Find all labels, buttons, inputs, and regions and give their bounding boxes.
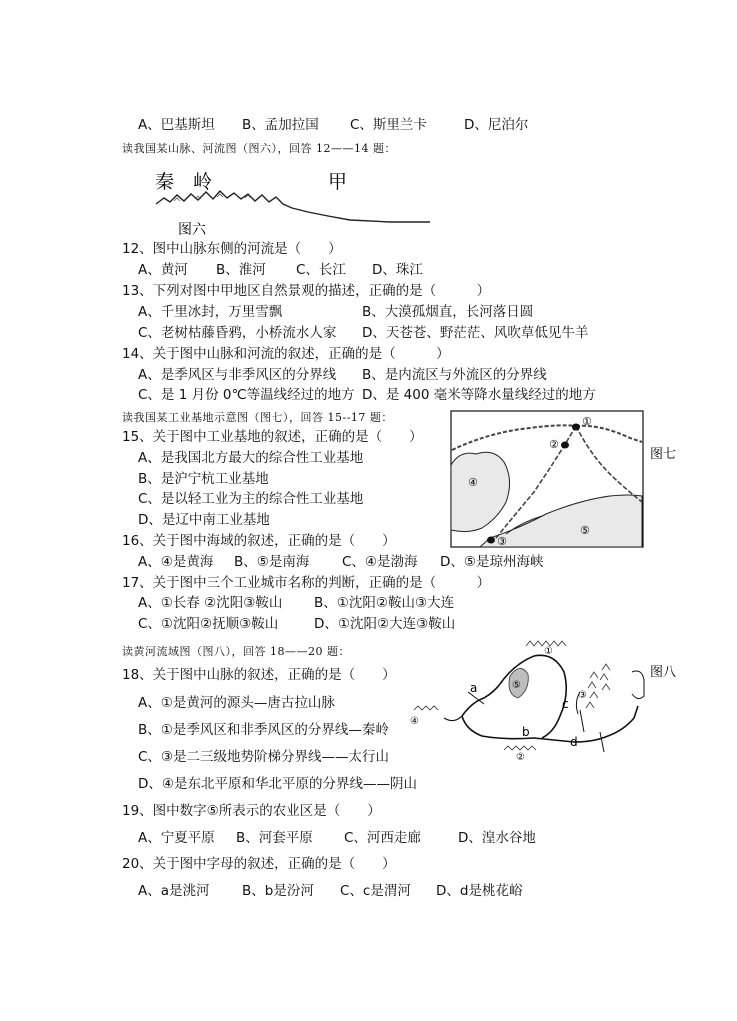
figure-7-industrial-base-map (450, 410, 677, 550)
q11-option-c: C、斯里兰卡 (350, 117, 427, 133)
fig7-label-3: ③ (497, 535, 507, 548)
q17-option-b: B、①沈阳②鞍山③大连 (314, 595, 455, 611)
fig8-river-source (444, 716, 462, 721)
fig7-label-5: ⑤ (580, 524, 590, 537)
fig7-city-3-dot (487, 537, 495, 544)
q17-stem: 17、关于图中三个工业城市名称的判断，正确的是（ ） (122, 575, 491, 591)
fig6-label-jia: 甲 (328, 171, 348, 193)
fig7-label-1: ① (582, 415, 592, 428)
fig8-river-lower (462, 706, 638, 742)
fig7-caption-1: 图七 (650, 447, 677, 462)
figure-6-mountain-river (150, 164, 440, 240)
fig7-railway-east (576, 426, 642, 502)
q19-option-a: A、宁夏平原 (138, 830, 215, 846)
q16-stem: 16、关于图中海域的叙述，正确的是（ ） (122, 533, 396, 549)
q20-option-b: B、b是汾河 (242, 883, 314, 899)
q16-option-a: A、④是黄海 (138, 554, 214, 570)
q16-option-c: C、④是渤海 (342, 554, 418, 570)
q11-option-b: B、孟加拉国 (242, 117, 319, 133)
q17-option-c: C、①沈阳②抚顺③鞍山 (138, 616, 279, 632)
fig7-label-4: ④ (468, 476, 478, 489)
fig8-label-a: a (470, 681, 478, 695)
q13-stem: 13、下列对图中甲地区自然景观的描述，正确的是（ ） (122, 283, 491, 299)
fig8-mountain-2 (504, 746, 536, 750)
q18-option-d: D、④是东北平原和华北平原的分界线——阴山 (138, 776, 417, 792)
fig7-city-1-dot (572, 424, 580, 431)
fig7-city-2-dot (561, 442, 569, 449)
q15-stem: 15、关于图中工业基地的叙述，正确的是（ ） (122, 429, 423, 445)
q13-option-b: B、大漠孤烟直，长河落日圆 (362, 304, 534, 320)
q16-option-b: B、⑤是南海 (234, 554, 310, 570)
q12-option-b: B、淮河 (216, 262, 266, 278)
fig8-coast (632, 671, 644, 699)
q14-option-d: D、是 400 毫米等降水量线经过的地方 (362, 387, 596, 403)
q14-options-row1 (138, 366, 547, 384)
q18-stem: 18、关于图中山脉的叙述，正确的是（ ） (122, 667, 396, 683)
fig6-label-mountain: 秦 岭 (155, 171, 213, 193)
q12-stem: 12、图中山脉东侧的河流是（ ） (122, 241, 342, 257)
q18-option-c: C、③是二三级地势阶梯分界线——太行山 (138, 749, 390, 765)
q15-option-b: B、是沪宁杭工业基地 (138, 471, 269, 487)
fig7-sea-4 (451, 452, 510, 531)
q12-option-a: A、黄河 (138, 262, 188, 278)
q17-options-row1 (138, 594, 454, 612)
q14-options-row2 (138, 386, 596, 404)
fig8-mountain-4 (600, 664, 610, 690)
q20-stem: 20、关于图中字母的叙述，正确的是（ ） (122, 856, 396, 872)
fig8-yellow-river-loop (500, 655, 566, 738)
fig8-mountain-3 (586, 672, 598, 708)
q12-options (138, 261, 423, 279)
fig8-label-b: b (522, 725, 530, 739)
q11-option-d: D、尼泊尔 (464, 117, 529, 133)
fig8-caption-1: 图八 (650, 665, 677, 680)
q18-option-a: A、①是黄河的源头—唐古拉山脉 (138, 695, 335, 711)
fig8-label-c: c (562, 697, 569, 711)
q12-option-c: C、长江 (296, 262, 346, 278)
q19-option-c: C、河西走廊 (344, 830, 421, 846)
q13-option-a: A、千里冰封，万里雪飘 (138, 304, 283, 320)
q12-option-d: D、珠江 (372, 262, 423, 278)
q19-stem: 19、图中数字⑤所表示的农业区是（ ） (122, 803, 381, 819)
read-instruction-fig7: 读我国某工业基地示意图（图七），回答 15--17 题： (122, 411, 393, 424)
q14-option-a: A、是季风区与非季风区的分界线 (138, 367, 337, 383)
q13-option-d: D、天苍苍、野茫茫、风吹草低见牛羊 (362, 325, 589, 341)
q15-option-c: C、是以轻工业为主的综合性工业基地 (138, 491, 364, 507)
fig7-label-2: ② (549, 438, 559, 451)
q17-option-a: A、①长春 ②沈阳③鞍山 (138, 595, 283, 611)
q19-options (138, 829, 536, 847)
q16-option-d: D、⑤是琼州海峡 (440, 554, 544, 570)
fig8-label-5: ⑤ (512, 680, 521, 691)
q13-option-c: C、老树枯藤昏鸦，小桥流水人家 (138, 325, 337, 341)
q11-option-a: A、巴基斯坦 (138, 117, 215, 133)
fig7-border-line (452, 425, 642, 450)
q11-options (138, 116, 528, 134)
q18-option-b: B、①是季风区和非季风区的分界线—秦岭 (138, 722, 389, 738)
q20-option-d: D、d是桃花峪 (436, 883, 523, 899)
q17-option-d: D、①沈阳②大连③鞍山 (314, 616, 456, 632)
read-instruction-fig6: 读我国某山脉、河流图（图六），回答 12——14 题： (122, 142, 396, 155)
fig8-label-4: ④ (410, 716, 419, 727)
q14-stem: 14、关于图中山脉和河流的叙述，正确的是（ ） (122, 346, 450, 362)
figure-8-yellow-river-basin (404, 632, 676, 768)
fig8-mountain-left (414, 706, 438, 710)
fig8-river-upper (462, 684, 500, 716)
fig8-label-3: ③ (578, 690, 587, 701)
fig8-label-2: ② (516, 752, 525, 763)
fig8-label-d: d (570, 735, 578, 749)
q15-option-d: D、是辽中南工业基地 (138, 512, 270, 528)
q13-options-row2 (138, 324, 588, 342)
q14-option-c: C、是 1 月份 0℃等温线经过的地方 (138, 387, 355, 403)
fig6-caption: 图六 (178, 222, 206, 238)
fig8-label-1: ① (544, 646, 553, 657)
q19-option-b: B、河套平原 (236, 830, 313, 846)
fig8-tributaries (468, 692, 604, 752)
q14-option-b: B、是内流区与外流区的分界线 (362, 367, 547, 383)
q20-options (138, 882, 522, 900)
q19-option-d: D、湟水谷地 (458, 830, 536, 846)
read-instruction-fig8: 读黄河流域图（图八），回答 18——20 题： (122, 645, 350, 658)
q20-option-a: A、a是洮河 (138, 883, 210, 899)
q13-options-row1 (138, 303, 533, 321)
q17-options-row2 (138, 615, 455, 633)
q16-options (138, 553, 544, 571)
fig6-mountain-river-line (156, 191, 430, 222)
q15-option-a: A、是我国北方最大的综合性工业基地 (138, 450, 364, 466)
q20-option-c: C、c是渭河 (340, 883, 411, 899)
